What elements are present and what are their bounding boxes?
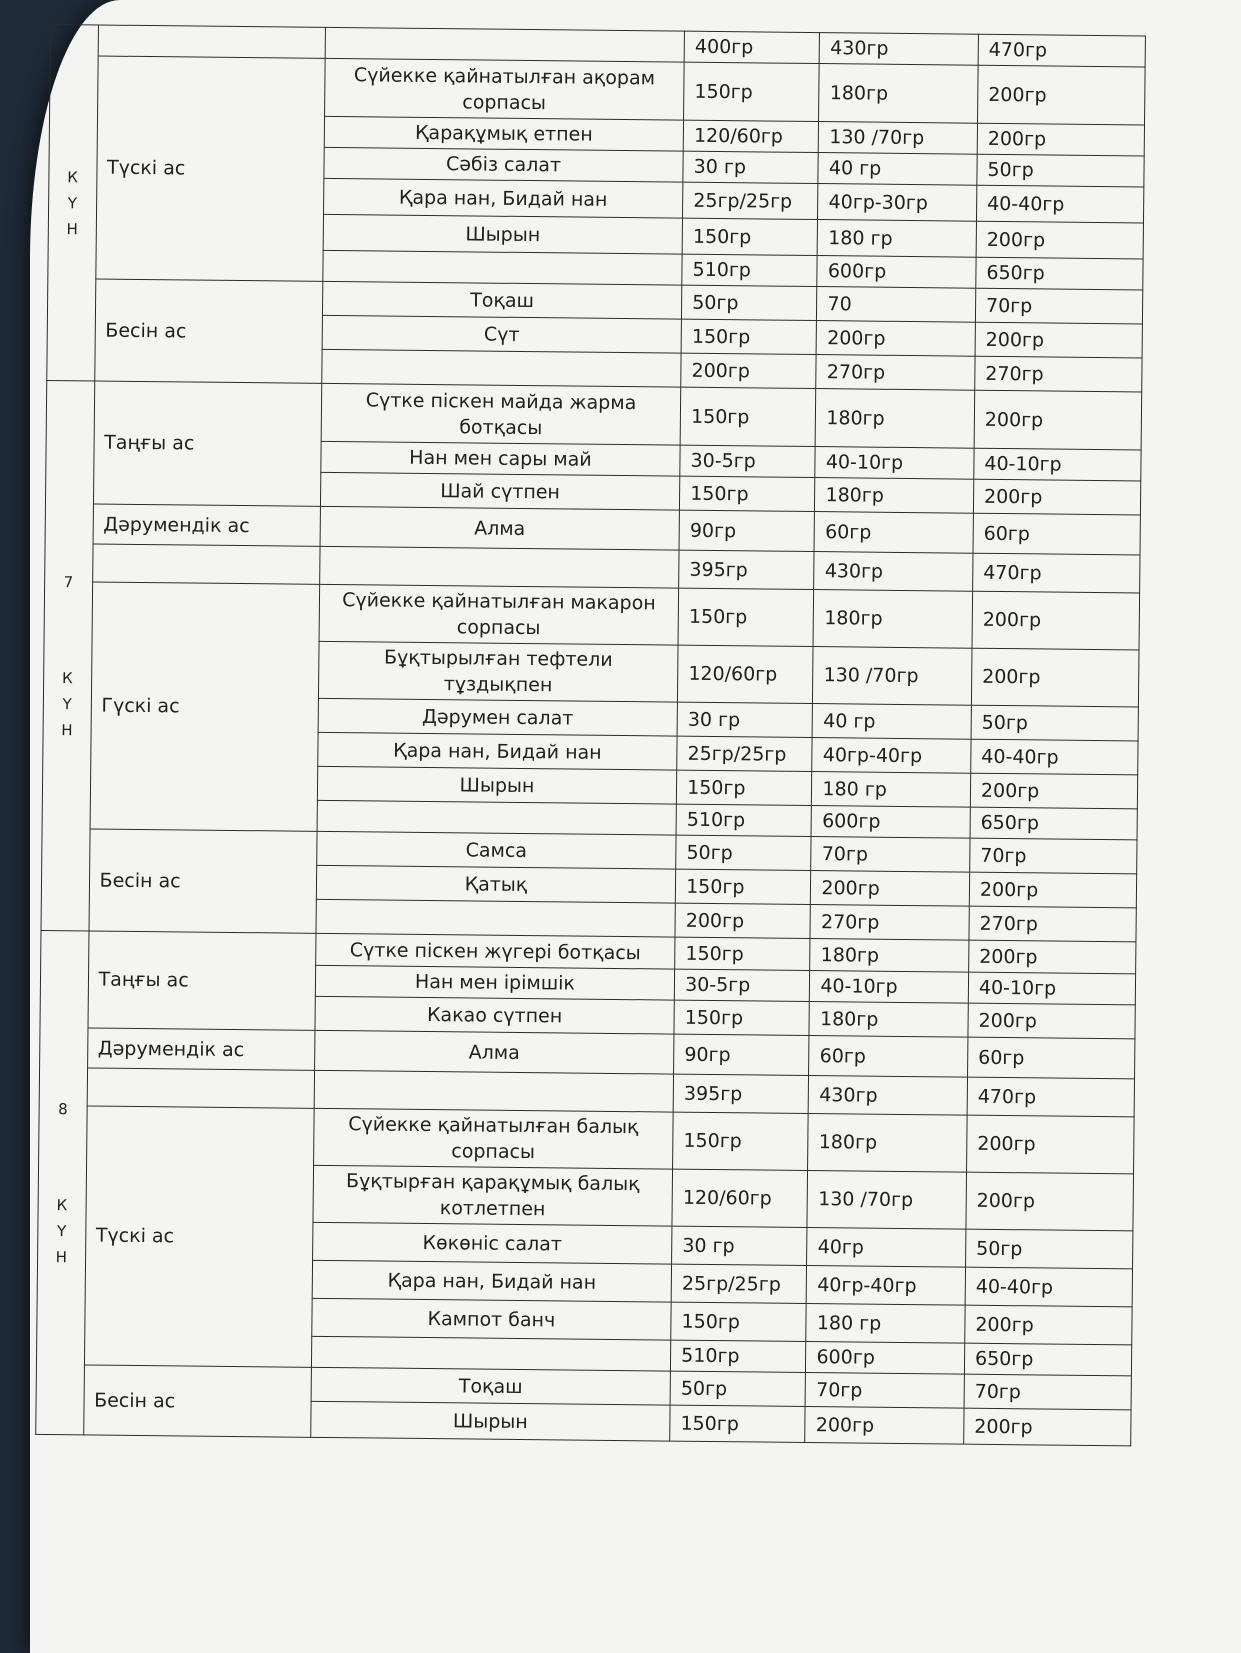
dish-name: [322, 349, 682, 387]
meal-name: Түскі ас: [95, 56, 325, 281]
portion-2: 130 /70гр: [819, 122, 978, 155]
portion-1: 25гр/25гр: [683, 182, 819, 219]
portion-2: 40гр-40гр: [807, 1265, 966, 1305]
portion-2: 180 гр: [806, 1303, 965, 1343]
dish-name: Алма: [314, 1030, 674, 1074]
dish-name: Қара нан, Бидай нан: [312, 1260, 672, 1302]
day-letter: Н: [66, 219, 78, 238]
meal-name: Таңғы ас: [93, 381, 322, 506]
dish-name: Сүтке піскен жүгері ботқасы: [315, 933, 675, 969]
portion-3: 200гр: [975, 322, 1142, 358]
portion-3: 70гр: [975, 288, 1142, 324]
dish-name: Какао сүтпен: [315, 996, 675, 1034]
portion-2: 40-10гр: [810, 971, 969, 1004]
portion-1: 150гр: [680, 476, 816, 511]
portion-1: 150гр: [675, 869, 811, 904]
portion-3: 200гр: [964, 1408, 1131, 1446]
dish-name: [316, 899, 676, 937]
portion-3: 200гр: [970, 773, 1137, 809]
day-letter: Ү: [56, 1221, 67, 1240]
portion-1: 200гр: [675, 903, 811, 938]
dish-name: Сүтке піскен майда жарма ботқасы: [321, 383, 681, 445]
dish-name: Нан мен сары май: [321, 441, 681, 476]
meal-name: [87, 1068, 315, 1108]
portion-2: 180гр: [815, 478, 974, 514]
dish-name: Сүт: [322, 315, 682, 353]
portion-2: 600гр: [817, 256, 976, 289]
portion-2: 40гр-40гр: [812, 738, 971, 774]
portion-2: 600гр: [806, 1341, 965, 1374]
portion-3: 650гр: [964, 1343, 1131, 1376]
portion-2: 60гр: [809, 1036, 968, 1078]
portion-1: 150гр: [682, 218, 818, 255]
dish-name: Сүйекке қайнатылған ақорам сорпасы: [324, 58, 684, 120]
portion-1: 120/60гр: [678, 645, 814, 703]
dish-name: Тоқаш: [322, 281, 682, 319]
portion-1: 120/60гр: [672, 1169, 808, 1227]
portion-3: 200гр: [972, 591, 1140, 650]
meal-name: Бесін ас: [89, 829, 317, 933]
portion-2: 180 гр: [812, 772, 971, 808]
day-letter: К: [62, 668, 73, 687]
portion-3: 70гр: [970, 838, 1137, 874]
portion-1: 50гр: [682, 285, 818, 320]
portion-1: 150гр: [675, 937, 811, 970]
portion-1: 30 гр: [672, 1226, 808, 1265]
portion-1: 150гр: [671, 1302, 807, 1341]
portion-1: 150гр: [681, 319, 817, 354]
portion-2: 130 /70гр: [813, 647, 972, 706]
portion-1: 25гр/25гр: [671, 1264, 807, 1303]
portion-2: 600гр: [811, 806, 970, 839]
portion-2: 180гр: [819, 64, 978, 124]
portion-3: 470гр: [967, 1077, 1134, 1117]
portion-3: 200гр: [971, 648, 1139, 707]
portion-3: 270гр: [969, 906, 1136, 942]
portion-1: 150гр: [673, 1112, 809, 1170]
portion-3: 650гр: [970, 807, 1137, 840]
dish-name: Шырын: [311, 1401, 671, 1441]
portion-3: 200гр: [974, 390, 1142, 450]
portion-3: 40-40гр: [971, 739, 1138, 775]
table-row: [46, 380, 1142, 449]
dish-name: Шырын: [323, 214, 683, 254]
dish-name: Сүйекке қайнатылған макарон сорпасы: [319, 584, 679, 645]
day-label: [36, 930, 89, 1434]
portion-1: 90гр: [679, 510, 815, 551]
day-letter: Ү: [67, 193, 78, 212]
dish-name: Дәрумен салат: [318, 698, 678, 736]
table-row: [50, 56, 1146, 125]
dish-name: Шай сүтпен: [320, 472, 680, 510]
dish-name: Бұқтырылған тефтели тұздықпен: [318, 641, 678, 702]
portion-1: 395гр: [673, 1074, 809, 1113]
portion-1: 150гр: [684, 62, 820, 121]
portion-3: 200гр: [968, 1003, 1135, 1039]
portion-2: 40гр-30гр: [818, 184, 977, 222]
portion-3: 40-40гр: [965, 1267, 1132, 1307]
portion-3: 470гр: [973, 553, 1140, 593]
meal-name: Бесін ас: [83, 1365, 311, 1437]
portion-2: 180гр: [809, 1002, 968, 1038]
portion-3: 200гр: [976, 221, 1143, 259]
menu-table: [35, 24, 1146, 1446]
portion-1: 30 гр: [677, 702, 813, 737]
portion-2: 430гр: [814, 552, 973, 592]
day-letter: Н: [61, 720, 73, 739]
day-letter: Ү: [62, 694, 72, 713]
portion-1: 510гр: [682, 254, 818, 286]
portion-3: 50гр: [966, 1229, 1133, 1269]
meal-name: Дәрумендік ас: [87, 1028, 315, 1070]
portion-2: 60гр: [814, 512, 973, 554]
portion-1: 30-5гр: [680, 445, 816, 477]
portion-2: 200гр: [817, 321, 976, 357]
portion-2: 40 гр: [818, 153, 977, 186]
dish-name: Алма: [320, 506, 680, 550]
portion-3: 40-40гр: [976, 185, 1143, 223]
portion-3: 50гр: [971, 705, 1138, 741]
portion-1: 150гр: [680, 387, 816, 446]
meal-name: Таңғы ас: [88, 931, 316, 1030]
dish-name: Шырын: [317, 766, 677, 804]
portion-1: 510гр: [671, 1340, 807, 1372]
table-row: [44, 581, 1140, 649]
portion-3: 40-10гр: [968, 972, 1135, 1005]
portion-2: 180гр: [810, 939, 969, 973]
portion-1: 50гр: [676, 835, 812, 870]
dish-name: [317, 800, 677, 835]
dish-name: Кампот банч: [312, 1298, 672, 1340]
dish-name: Қара нан, Бидай нан: [323, 178, 683, 218]
portion-1: 400гр: [684, 31, 820, 63]
portion-1: 90гр: [674, 1034, 810, 1075]
portion-2: 200гр: [811, 871, 970, 907]
portion-3: 200гр: [966, 1172, 1134, 1231]
portion-1: 395гр: [679, 550, 815, 589]
dish-name: [319, 546, 679, 588]
dish-name: Көкөніс салат: [312, 1222, 672, 1264]
dish-name: Қарақұмық етпен: [324, 116, 684, 151]
day-letter: К: [56, 1195, 68, 1214]
dish-name: Тоқаш: [311, 1367, 671, 1405]
meal-name: [98, 25, 326, 58]
meal-name: Дәрумендік ас: [93, 504, 321, 546]
portion-3: 200гр: [977, 65, 1145, 125]
portion-3: 200гр: [977, 123, 1144, 156]
portion-3: 200гр: [969, 872, 1136, 908]
dish-name: [314, 1070, 674, 1112]
portion-3: 70гр: [964, 1374, 1131, 1410]
meal-name: Гүскі ас: [90, 582, 320, 831]
dish-name: Нан мен ірімшік: [315, 965, 675, 1000]
dish-name: Қара нан, Бидай нан: [318, 732, 678, 770]
dish-name: [325, 27, 685, 62]
portion-2: 130 /70гр: [807, 1171, 966, 1230]
portion-3: 200гр: [973, 479, 1140, 515]
portion-1: 120/60гр: [683, 120, 819, 152]
portion-2: 270гр: [816, 355, 975, 391]
meal-name: Бесін ас: [94, 279, 322, 383]
portion-1: 150гр: [670, 1405, 806, 1442]
table-row: [39, 1105, 1135, 1173]
portion-1: 510гр: [676, 804, 812, 836]
portion-2: 200гр: [805, 1406, 964, 1444]
portion-1: 150гр: [677, 770, 813, 805]
portion-2: 430гр: [820, 33, 979, 66]
portion-1: 150гр: [678, 588, 814, 646]
portion-1: 150гр: [674, 1000, 810, 1035]
portion-1: 200гр: [681, 353, 817, 388]
meal-name: Түскі ас: [84, 1106, 314, 1367]
portion-2: 180гр: [813, 590, 972, 649]
dish-name: Сүйекке қайнатылған балық сорпасы: [313, 1108, 673, 1169]
dish-name: [323, 250, 683, 285]
portion-3: 200гр: [966, 1115, 1134, 1174]
day-letter: Н: [55, 1247, 68, 1266]
portion-3: 200гр: [969, 940, 1136, 974]
day-label: [41, 380, 94, 930]
portion-3: 60гр: [973, 513, 1140, 555]
portion-2: 40гр: [807, 1227, 966, 1267]
dish-name: Қатық: [316, 865, 676, 903]
portion-1: 50гр: [670, 1371, 806, 1406]
portion-3: 60гр: [967, 1037, 1134, 1079]
portion-3: 50гр: [977, 154, 1144, 187]
portion-3: 470гр: [978, 34, 1145, 67]
dish-name: Сәбіз салат: [324, 147, 684, 182]
portion-2: 70гр: [806, 1372, 965, 1408]
day-number: 8: [58, 1099, 68, 1118]
dish-name: Самса: [317, 831, 677, 869]
day-label: [47, 25, 98, 381]
dish-name: [311, 1336, 671, 1371]
day-letter: К: [67, 167, 79, 186]
portion-1: 25гр/25гр: [677, 736, 813, 771]
portion-2: 70гр: [811, 837, 970, 873]
portion-3: 200гр: [965, 1305, 1132, 1345]
portion-2: 430гр: [809, 1076, 968, 1116]
portion-2: 70: [817, 287, 976, 323]
portion-1: 30 гр: [683, 151, 819, 183]
menu-table-body: [36, 25, 1146, 1446]
portion-3: 270гр: [975, 356, 1142, 392]
portion-3: 650гр: [976, 257, 1143, 290]
portion-2: 270гр: [810, 905, 969, 941]
meal-name: [92, 544, 320, 584]
dish-name: Бұқтырған қарақұмық балық котлетпен: [313, 1165, 673, 1226]
portion-2: 180 гр: [818, 220, 977, 258]
portion-1: 30-5гр: [674, 969, 810, 1001]
portion-3: 40-10гр: [974, 448, 1141, 481]
portion-2: 180гр: [808, 1114, 967, 1173]
portion-2: 180гр: [816, 389, 975, 449]
day-number: 7: [63, 572, 74, 591]
portion-2: 40 гр: [813, 704, 972, 740]
portion-2: 40-10гр: [815, 447, 974, 480]
